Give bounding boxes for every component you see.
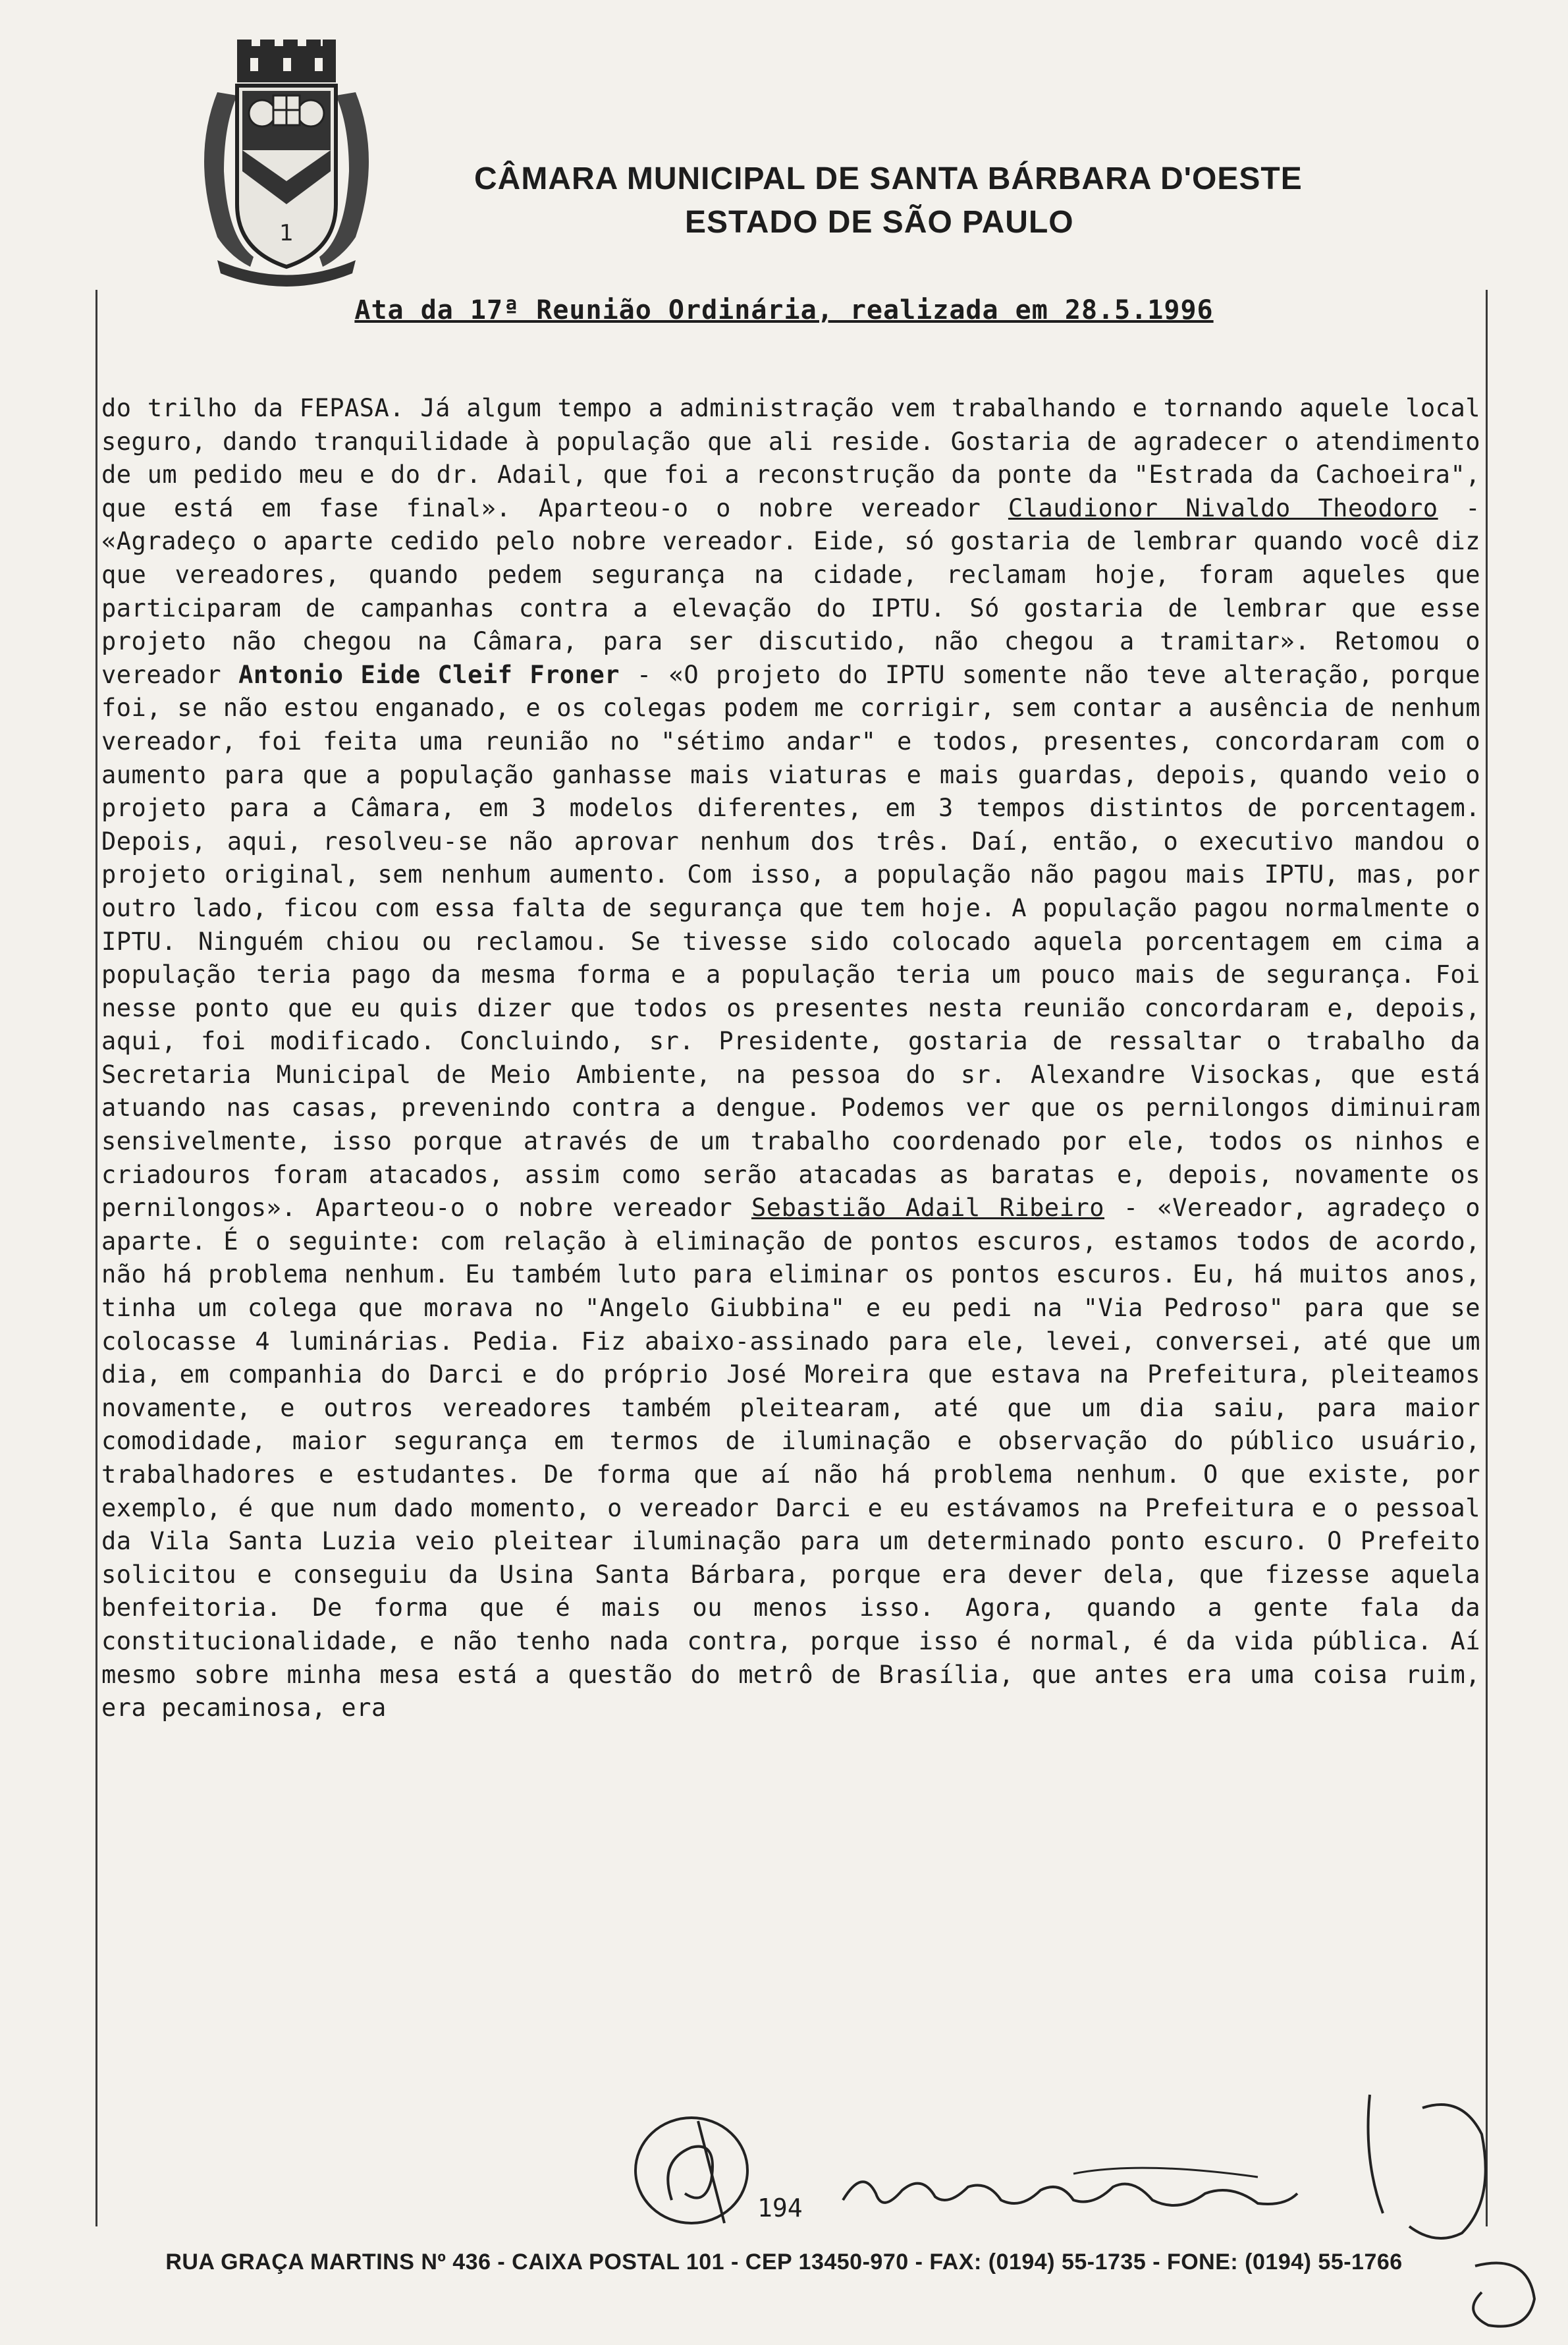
body-text-4: - «Vereador, agradeço o aparte. É o seguinte: com relação à eliminação de pontos escuros, estamos todos de acordo, não há problema nenhum. Eu também luto para eliminar os pontos escuros. Eu, há muitos anos, tinha um colega que morava no "Angelo Giubbina" e eu pedi na "Via Pedroso" para que se colocasse 4 luminárias. Pedia. Fiz abaixo-assinado para ele, levei, conversei, até que um dia, em companhia do Darci e do próprio José Moreira que estava na Prefeitura, pleiteamos novamente, e outros vereadores também pleitearam, até que um dia saiu, para maior comodidade, maior segurança em termos de iluminação e observação do público usuário, trabalhadores e estudantes. De forma que aí não há problema nenhum. O que existe, por exemplo, é que num dado momento, o vereador Darci e eu estávamos na Prefeitura e o pessoal da Vila Santa Luzia veio pleitear iluminação para um determinado ponto escuro. O Prefeito solicitou e conseguiu da Usina Santa Bárbara, porque era dever dela, que fizesse aquela benfeitoria. De forma que é mais ou menos isso. Agora, quando a gente fala da constitucionalidade, e não tenho nada contra, porque isso é normal, é da vida pública. Aí mesmo sobre minha mesa está a questão do metrô de Brasília, que antes era uma coisa ruim, era pecaminosa, era xyxy=(101,1194,1480,1723)
footer-address: RUA GRAÇA MARTINS Nº 436 - CAIXA POSTAL 101 - CEP 13450-970 - FAX: (0194) 55-1735 - FONE: (0194) 55-1766 xyxy=(165,2249,1403,2275)
header-subtitle: ESTADO DE SÃO PAULO xyxy=(685,205,1074,240)
signature-right-icon xyxy=(1330,2082,1548,2345)
body-paragraph xyxy=(101,392,1480,1725)
signature-icon xyxy=(836,2154,1337,2226)
document-title: Ata da 17ª Reunião Ordinária, realizada em 28.5.1996 xyxy=(354,295,1214,325)
body-text-1: do trilho da FEPASA. Já algum tempo a administração vem trabalhando e tornando aquele local seguro, dando tranquilidade à população que ali reside. Gostaria de agradecer o atendimento de um pedido meu e do dr. Adail, que foi a reconstrução da ponte da "Estrada da Cachoeira", que está em fase final». Aparteou-o o nobre vereador xyxy=(101,394,1480,522)
councilor-name-antonio: Antonio Eide Cleif Froner xyxy=(238,660,620,689)
councilor-name-claudionor: Claudionor Nivaldo Theodoro xyxy=(1008,493,1438,522)
header-title: CÂMARA MUNICIPAL DE SANTA BÁRBARA D'OESTE xyxy=(474,161,1303,196)
svg-text:1: 1 xyxy=(279,220,294,246)
right-border xyxy=(1486,290,1488,2226)
document-body xyxy=(101,392,1480,1725)
councilor-name-sebastiao: Sebastião Adail Ribeiro xyxy=(751,1194,1105,1223)
page-number: 194 xyxy=(757,2193,803,2222)
body-text-2: - «Agradeço o aparte cedido pelo nobre vereador. Eide, só gostaria de lembrar quando você diz que vereadores, quando pedem segurança na cidade, reclamam hoje, foram aqueles que participaram de campanhas contra a elevação do IPTU. Só gostaria de lembrar que esse projeto não chegou na Câmara, para ser discutido, não chegou a tramitar». Retomou o vereador xyxy=(101,493,1481,689)
signature-initial-icon xyxy=(619,2108,777,2233)
body-text-3: - «O projeto do IPTU somente não teve alteração, porque foi, se não estou enganado, e os colegas podem me corrigir, sem contar a ausência de nenhum vereador, foi feita uma reunião no "sétimo andar" e todos, presentes, concordaram com o aumento para que a população ganhasse mais viaturas e mais guardas, depois, quando veio o projeto para a Câmara, em 3 modelos diferentes, em 3 tempos distintos de porcentagem. Depois, aqui, resolveu-se não aprovar nenhum dos três. Daí, então, o executivo mandou o projeto original, sem nenhum aumento. Com isso, a população não pagou mais IPTU, mas, por outro lado, ficou com essa falta de segurança que tem hoje. A população pagou normalmente o IPTU. Ninguém chiou ou reclamou. Se tivesse sido colocado aquela porcentagem em cima a população teria pago da mesma forma e a população teria um pouco mais de segurança. Foi nesse ponto que eu quis dizer que todos os presentes nesta reunião concordaram e, depois, aqui, foi modificado. Concluindo, sr. Presidente, gostaria de ressaltar o trabalho da Secretaria Municipal de Meio Ambiente, na pessoa do sr. Alexandre Visockas, que está atuando nas casas, prevenindo contra a dengue. Podemos ver que os pernilongos diminuiram sensivelmente, isso porque através de um trabalho coordenado por ele, todos os ninhos e criadouros foram atacados, assim como serão atacadas as baratas e, depois, novamente os pernilongos». Aparteou-o o nobre vereador xyxy=(101,660,1480,1223)
left-border xyxy=(95,290,97,2226)
